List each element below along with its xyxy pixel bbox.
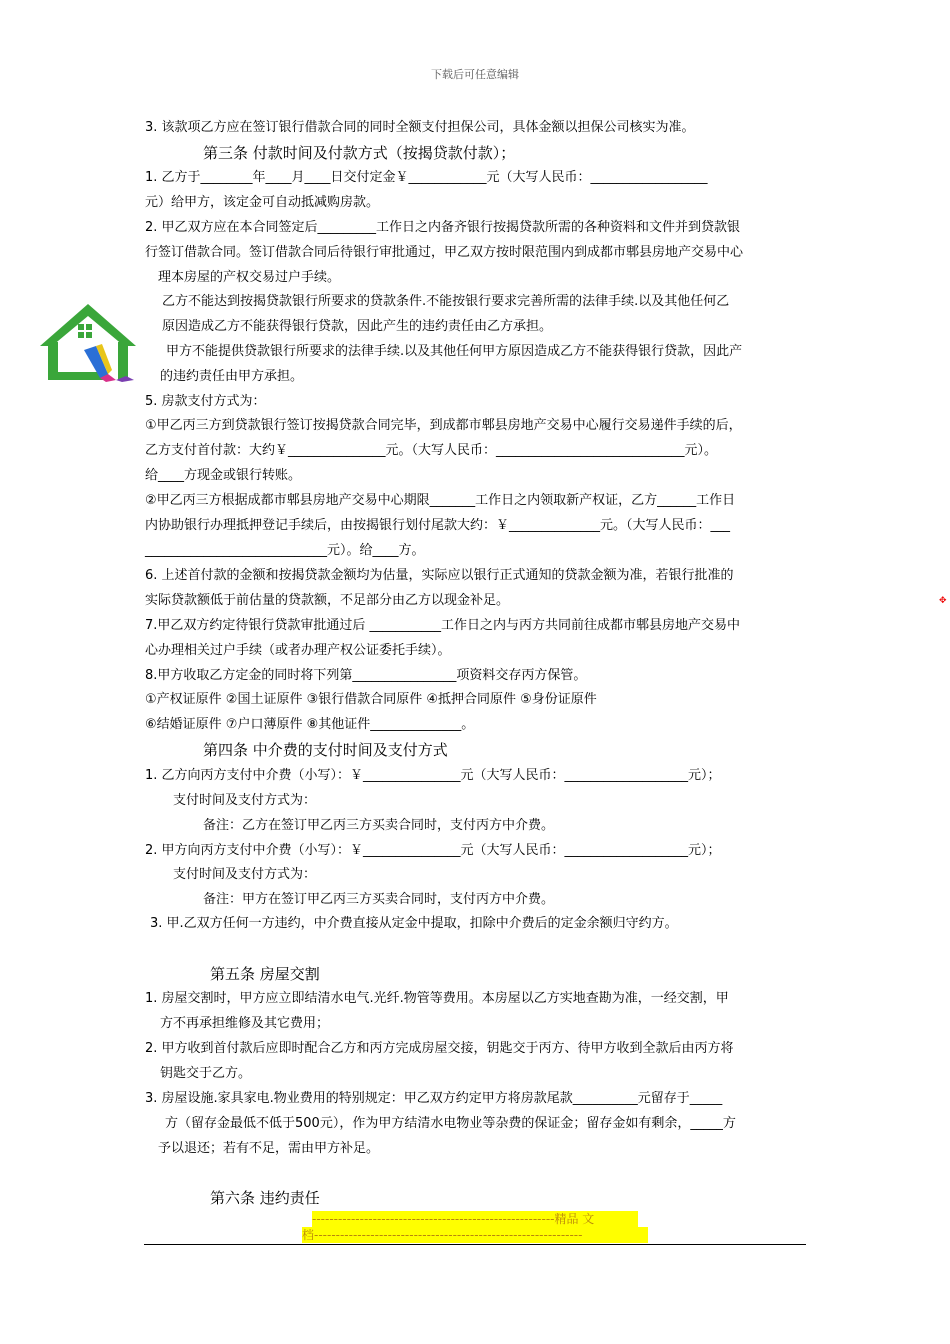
body-line: 3. 甲.乙双方任何一方违约，中介费直接从定金中提取，扣除中介费后的定金余额归守约方。: [150, 916, 678, 931]
body-line: 2. 甲方收到首付款后应即时配合乙方和丙方完成房屋交接，钥匙交于丙方、待甲方收到全款后由丙方将: [145, 1041, 734, 1056]
body-line: 理本房屋的产权交易过户手续。: [158, 270, 341, 285]
body-line: 支付时间及支付方式为：: [173, 793, 317, 808]
body-line: 3. 房屋设施.家具家电.物业费用的特别规定：甲乙双方约定甲方将房款尾款__________元留存于_____: [145, 1091, 723, 1106]
body-line: 3. 该款项乙方应在签订银行借款合同的同时全额支付担保公司，具体金额以担保公司核实为准。: [145, 120, 695, 135]
body-line: 6. 上述首付款的金额和按揭贷款金额均为估量，实际应以银行正式通知的贷款金额为准，若银行批准的: [145, 568, 734, 583]
body-line: 的违约责任由甲方承担。: [160, 369, 304, 384]
body-line: 7.甲乙双方约定待银行贷款审批通过后 ___________工作日之内与丙方共同前往成都市郫县房地产交易中: [145, 618, 741, 633]
section-heading: 第三条 付款时间及付款方式（按揭贷款付款）；: [203, 144, 516, 162]
body-line: 5. 房款支付方式为：: [145, 394, 266, 409]
page-header: 下载后可任意编辑: [431, 68, 519, 81]
house-logo-icon: [36, 300, 140, 384]
body-line: 予以退还；若有不足，需由甲方补足。: [158, 1141, 380, 1156]
body-line: 给____方现金或银行转账。: [145, 468, 302, 483]
body-line: 实际贷款额低于前估量的贷款额，不足部分由乙方以现金补足。: [145, 593, 510, 608]
body-line: ⑥结婚证原件 ⑦户口薄原件 ⑧其他证件______________。: [145, 717, 475, 732]
footer-rule: [144, 1244, 806, 1245]
body-line: 支付时间及支付方式为：: [173, 867, 317, 882]
body-line: 1. 房屋交割时，甲方应立即结清水电气.光纤.物管等费用。本房屋以乙方实地查勘为准，一经交割，甲: [145, 991, 729, 1006]
section-heading: 第六条 违约责任: [210, 1189, 320, 1207]
footer-watermark-line1: --------------------------------------------------------精品 文: [312, 1211, 638, 1227]
body-line: 心办理相关过户手续（或者办理产权公证委托手续）。: [145, 643, 451, 658]
red-mark-icon: ✥: [939, 596, 947, 606]
body-line: ①甲乙丙三方到贷款银行签订按揭贷款合同完毕，到成都市郫县房地产交易中心履行交易递件手续的后，: [145, 418, 742, 433]
section-heading: 第五条 房屋交割: [210, 965, 320, 983]
body-line: 元）给甲方，该定金可自动抵减购房款。: [145, 195, 380, 210]
body-line: 2. 甲乙双方应在本合同签定后_________工作日之内备齐银行按揭贷款所需的各种资料和文件并到贷款银: [145, 220, 741, 235]
body-line: 乙方支付首付款：大约￥_______________元。（大写人民币：_____________________________元）。: [145, 443, 718, 458]
body-line: 乙方不能达到按揭贷款银行所要求的贷款条件.不能按银行要求完善所需的法律手续.以及其他任何乙: [162, 294, 730, 309]
body-line: ____________________________元）。给____方。: [145, 543, 425, 558]
body-line: 甲方不能提供贷款银行所要求的法律手续.以及其他任何甲方原因造成乙方不能获得银行贷款，因此产: [166, 344, 743, 359]
body-line: 原因造成乙方不能获得银行贷款，因此产生的违约责任由乙方承担。: [162, 319, 553, 334]
body-line: 备注：甲方在签订甲乙丙三方买卖合同时，支付丙方中介费。: [203, 892, 555, 907]
body-line: 1. 乙方向丙方支付中介费（小写）：￥_______________元（大写人民币：___________________元）；: [145, 768, 721, 783]
body-line: ①产权证原件 ②国土证原件 ③银行借款合同原件 ④抵押合同原件 ⑤身份证原件: [145, 692, 597, 707]
body-line: 1. 乙方于________年____月____日交付定金￥____________元（大写人民币：__________________: [145, 170, 708, 185]
body-line: 行签订借款合同。签订借款合同后待银行审批通过，甲乙双方按时限范围内到成都市郫县房地产交易中心: [145, 245, 744, 260]
body-line: ②甲乙丙三方根据成都市郫县房地产交易中心期限_______工作日之内领取新产权证，乙方______工作日: [145, 493, 736, 508]
section-heading: 第四条 中介费的支付时间及支付方式: [203, 741, 448, 759]
body-line: 方（留存金最低不低于500元），作为甲方结清水电物业等杂费的保证金；留存金如有剩余，_____方: [165, 1116, 736, 1131]
body-line: 内协助银行办理抵押登记手续后，由按揭银行划付尾款大约：￥______________元。（大写人民币：___: [145, 518, 731, 533]
body-line: 方不再承担维修及其它费用；: [160, 1016, 330, 1031]
footer-watermark-line2: 档--------------------------------------------------------------: [302, 1227, 648, 1243]
body-line: 备注：乙方在签订甲乙丙三方买卖合同时，支付丙方中介费。: [203, 818, 555, 833]
body-line: 8.甲方收取乙方定金的同时将下列第________________项资料交存丙方保管。: [145, 668, 587, 683]
body-line: 钥匙交于乙方。: [160, 1066, 252, 1081]
body-line: 2. 甲方向丙方支付中介费（小写）：￥_______________元（大写人民币：___________________元）；: [145, 843, 721, 858]
